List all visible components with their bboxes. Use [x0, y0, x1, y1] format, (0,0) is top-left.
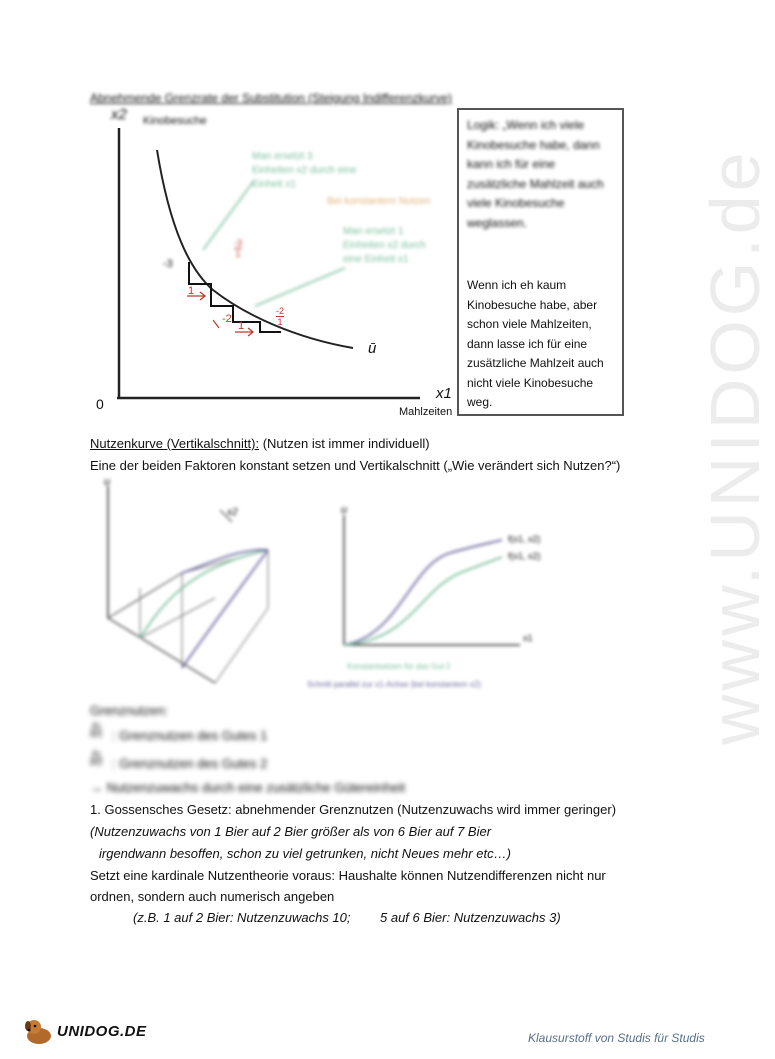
note-green-1: Man ersetzt 3 Einheiten x2 durch eine Einheit x1	[252, 151, 357, 190]
section3-heading: Grenznutzen:	[90, 703, 169, 718]
dog-icon	[23, 1018, 57, 1046]
section3-item1: : Grenznutzen des Gutes 1	[112, 728, 268, 743]
graph2d-caption-green: Konstantsetzen für das Gut 2	[347, 662, 451, 671]
body-line4: Setzt eine kardinale Nutzentheorie voraus: Haushalte können Nutzendifferenzen nicht nur	[90, 868, 606, 883]
logic-box-text: Wenn ich eh kaum Kinobesuche habe, aber schon viele Mahlzeiten, dann lasse ich für eine zusätzliche Mahlzeit auch nicht viele Kinobesuche weg.	[467, 278, 604, 409]
step-label-1b: 1	[238, 320, 245, 332]
curve-label: ū	[368, 340, 377, 357]
graph2d-u-label: u	[341, 504, 348, 516]
graph2d-legend-1: f(x1, x2)	[508, 534, 541, 544]
green-arrows	[203, 182, 345, 306]
utility-2d-graph	[330, 505, 540, 665]
body-line5: ordnen, sondern auch numerisch angeben	[90, 889, 335, 904]
section3-item3: → Nutzenzuwachs durch eine zusätzliche Gütereinheit	[90, 780, 406, 795]
frac-bottom: -2 1	[276, 306, 285, 327]
graph3d-u-label: u	[104, 476, 111, 488]
graph2d-x-label: x1	[523, 633, 533, 643]
step-label-top: -3	[163, 258, 173, 270]
origin-label: 0	[96, 396, 104, 412]
step-label-2: -2	[222, 313, 232, 325]
section3-item2: : Grenznutzen des Gutes 2	[112, 756, 268, 771]
body-line6b: 5 auf 6 Bier: Nutzenzuwachs 3)	[380, 910, 561, 925]
body-line1: 1. Gossensches Gesetz: abnehmender Grenznutzen (Nutzenzuwachs wird immer geringer)	[90, 802, 617, 817]
logic-box	[457, 108, 624, 416]
section1-heading: Abnehmende Grenzrate der Substitution (Steigung Indifferenzkurve)	[90, 91, 452, 105]
graph2d-legend-2: f(x1, x2)	[508, 551, 541, 561]
section2-line2: Eine der beiden Faktoren konstant setzen und Vertikalschnitt („Wie verändert sich Nutzen?“)	[90, 458, 621, 473]
note-orange: Bei konstantem Nutzen	[327, 196, 431, 207]
section3-frac2: ∂u ∂x2	[90, 749, 103, 767]
section3-frac1: ∂u ∂x1	[90, 721, 103, 739]
section2-heading-line	[90, 433, 430, 454]
section2-heading-note: (Nutzen ist immer individuell)	[259, 436, 430, 451]
x-axis-label: x1	[436, 385, 452, 402]
graph2d-caption-purple: Schnitt parallel zur x1-Achse (bei konstantem x2)	[307, 680, 481, 689]
body-line6a: (z.B. 1 auf 2 Bier: Nutzenzuwachs 10;	[133, 910, 351, 925]
logo-text: UNIDOG.DE	[57, 1023, 147, 1040]
note-green-2: Man ersetzt 1 Einheiten x2 durch eine Einheit x1	[343, 226, 426, 265]
x-axis-caption: Mahlzeiten	[399, 406, 453, 418]
unidog-logo[interactable]	[23, 1018, 163, 1046]
graph3d-x2-label: x2	[227, 507, 238, 518]
watermark: www.UNIDOG.de	[696, 148, 774, 745]
y-axis-caption: Kinobesuche	[143, 115, 207, 127]
logic-box-blurred-text: Logik: „Wenn ich viele Kinobesuche habe, dann kann ich für eine zusätzliche Mahlzeit auch viele Kinobesuche weglassen.	[467, 118, 604, 230]
frac-top: -3 1	[234, 238, 243, 259]
footer-tagline: Klausurstoff von Studis für Studis	[528, 1031, 705, 1045]
section2-heading: Nutzenkurve (Vertikalschnitt):	[90, 436, 260, 451]
body-line3: irgendwann besoffen, schon zu viel getrunken, nicht Neues mehr etc…)	[99, 846, 511, 861]
utility-3d-graph	[90, 478, 300, 693]
y-axis-label: x2	[111, 106, 127, 123]
step-label-1a: 1	[188, 285, 195, 297]
body-line2: (Nutzenzuwachs von 1 Bier auf 2 Bier größer als von 6 Bier auf 7 Bier	[90, 824, 492, 839]
